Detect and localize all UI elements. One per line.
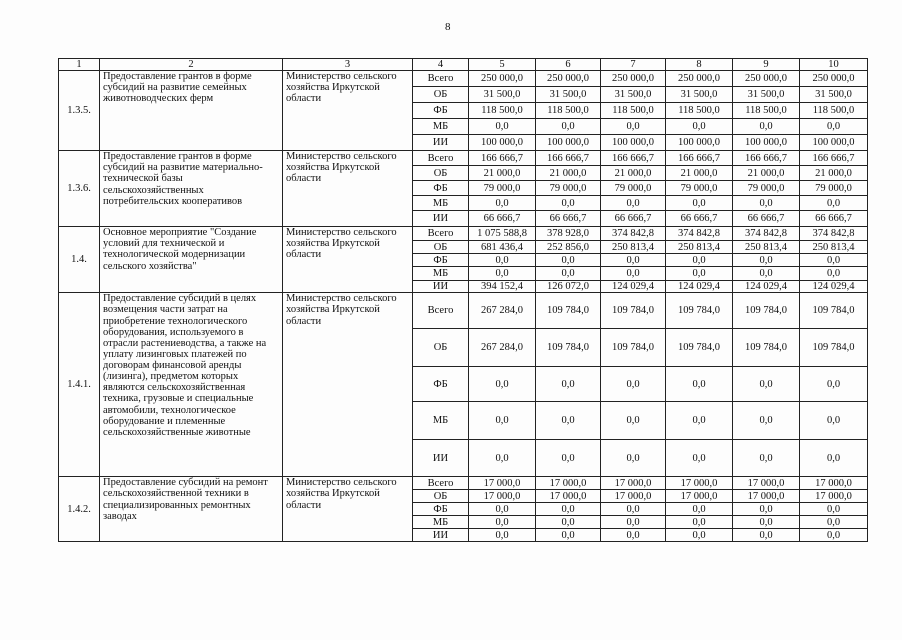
amount-cell: 0,0 [800, 367, 868, 402]
amount-cell: 100 000,0 [469, 135, 536, 151]
amount-cell: 0,0 [469, 254, 536, 267]
amount-cell: 0,0 [601, 367, 666, 402]
funding-source: ОБ [413, 87, 469, 103]
amount-cell: 0,0 [536, 367, 601, 402]
amount-cell: 109 784,0 [601, 329, 666, 367]
amount-cell: 0,0 [666, 196, 733, 211]
amount-cell: 681 436,4 [469, 241, 536, 254]
amount-cell: 250 813,4 [733, 241, 800, 254]
amount-cell: 250 000,0 [601, 71, 666, 87]
page-number: 8 [445, 21, 451, 33]
table-body [59, 59, 868, 542]
amount-cell: 250 000,0 [469, 71, 536, 87]
amount-cell: 17 000,0 [733, 490, 800, 503]
funding-source: Всего [413, 477, 469, 490]
amount-cell: 0,0 [666, 529, 733, 542]
column-header: 10 [800, 59, 868, 71]
amount-cell: 21 000,0 [666, 166, 733, 181]
amount-cell: 250 000,0 [536, 71, 601, 87]
column-header: 3 [283, 59, 413, 71]
column-header: 9 [733, 59, 800, 71]
amount-cell: 79 000,0 [536, 181, 601, 196]
amount-cell: 0,0 [469, 529, 536, 542]
amount-cell: 124 029,4 [601, 281, 666, 293]
funding-source: ОБ [413, 490, 469, 503]
column-header: 8 [666, 59, 733, 71]
amount-cell: 166 666,7 [469, 151, 536, 166]
funding-source: МБ [413, 402, 469, 440]
amount-cell: 0,0 [536, 267, 601, 281]
amount-cell: 166 666,7 [733, 151, 800, 166]
amount-cell: 0,0 [536, 254, 601, 267]
amount-cell: 250 813,4 [666, 241, 733, 254]
amount-cell: 250 000,0 [733, 71, 800, 87]
amount-cell: 0,0 [601, 119, 666, 135]
amount-cell: 100 000,0 [601, 135, 666, 151]
amount-cell: 0,0 [536, 119, 601, 135]
amount-cell: 17 000,0 [666, 490, 733, 503]
amount-cell: 267 284,0 [469, 293, 536, 329]
amount-cell: 0,0 [800, 516, 868, 529]
amount-cell: 0,0 [800, 119, 868, 135]
funding-source: Всего [413, 293, 469, 329]
funding-source: ФБ [413, 103, 469, 119]
amount-cell: 118 500,0 [733, 103, 800, 119]
amount-cell: 166 666,7 [800, 151, 868, 166]
amount-cell: 79 000,0 [733, 181, 800, 196]
amount-cell: 126 072,0 [536, 281, 601, 293]
amount-cell: 109 784,0 [666, 293, 733, 329]
amount-cell: 374 842,8 [800, 227, 868, 241]
amount-cell: 17 000,0 [666, 477, 733, 490]
budget-table [58, 58, 868, 542]
amount-cell: 0,0 [800, 503, 868, 516]
funding-source: МБ [413, 516, 469, 529]
amount-cell: 166 666,7 [536, 151, 601, 166]
funding-source: ИИ [413, 440, 469, 477]
amount-cell: 0,0 [666, 402, 733, 440]
funding-source: ФБ [413, 181, 469, 196]
amount-cell: 17 000,0 [536, 490, 601, 503]
amount-cell: 17 000,0 [469, 490, 536, 503]
amount-cell: 0,0 [733, 503, 800, 516]
amount-cell: 17 000,0 [733, 477, 800, 490]
measure-name: Предоставление грантов в форме субсидий на развитие материально-технической базы сельскохозяйственных потребительских кооперативов [100, 151, 283, 227]
amount-cell: 124 029,4 [733, 281, 800, 293]
amount-cell: 17 000,0 [800, 477, 868, 490]
amount-cell: 31 500,0 [800, 87, 868, 103]
table-row [59, 151, 868, 166]
amount-cell: 17 000,0 [469, 477, 536, 490]
amount-cell: 17 000,0 [601, 477, 666, 490]
funding-source: Всего [413, 227, 469, 241]
amount-cell: 0,0 [733, 440, 800, 477]
amount-cell: 109 784,0 [800, 293, 868, 329]
amount-cell: 0,0 [536, 440, 601, 477]
amount-cell: 0,0 [800, 254, 868, 267]
amount-cell: 378 928,0 [536, 227, 601, 241]
amount-cell: 166 666,7 [666, 151, 733, 166]
column-header: 5 [469, 59, 536, 71]
amount-cell: 118 500,0 [469, 103, 536, 119]
amount-cell: 118 500,0 [536, 103, 601, 119]
amount-cell: 17 000,0 [800, 490, 868, 503]
amount-cell: 1 075 588,8 [469, 227, 536, 241]
amount-cell: 31 500,0 [536, 87, 601, 103]
amount-cell: 66 666,7 [469, 211, 536, 227]
amount-cell: 21 000,0 [601, 166, 666, 181]
amount-cell: 0,0 [666, 440, 733, 477]
amount-cell: 31 500,0 [601, 87, 666, 103]
amount-cell: 109 784,0 [733, 329, 800, 367]
amount-cell: 79 000,0 [469, 181, 536, 196]
funding-source: ФБ [413, 254, 469, 267]
measure-name: Предоставление грантов в форме субсидий на развитие семейных животноводческих ферм [100, 71, 283, 151]
amount-cell: 0,0 [800, 196, 868, 211]
amount-cell: 0,0 [733, 529, 800, 542]
amount-cell: 0,0 [536, 503, 601, 516]
amount-cell: 109 784,0 [601, 293, 666, 329]
row-number: 1.3.6. [59, 151, 100, 227]
executor-name: Министерство сельского хозяйства Иркутской области [283, 293, 413, 477]
column-header-row [59, 59, 868, 71]
amount-cell: 0,0 [601, 196, 666, 211]
amount-cell: 0,0 [601, 402, 666, 440]
column-header: 7 [601, 59, 666, 71]
amount-cell: 0,0 [536, 516, 601, 529]
amount-cell: 0,0 [666, 516, 733, 529]
amount-cell: 250 813,4 [601, 241, 666, 254]
amount-cell: 0,0 [666, 503, 733, 516]
amount-cell: 21 000,0 [536, 166, 601, 181]
amount-cell: 0,0 [601, 529, 666, 542]
amount-cell: 31 500,0 [733, 87, 800, 103]
amount-cell: 0,0 [469, 440, 536, 477]
table-row [59, 477, 868, 490]
amount-cell: 79 000,0 [666, 181, 733, 196]
amount-cell: 100 000,0 [536, 135, 601, 151]
measure-name: Предоставление субсидий в целях возмещения части затрат на приобретение технологического оборудования, используемого в отрасли растениеводства, а также на уплату лизинговых платежей по договорам финансовой аренды (лизинга), предметом которых являются сельскохозяйственная техника, грузовые и специальные автомобили, технологическое оборудование и племенные сельскохозяйственные животные [100, 293, 283, 477]
amount-cell: 267 284,0 [469, 329, 536, 367]
amount-cell: 0,0 [601, 440, 666, 477]
funding-source: ФБ [413, 367, 469, 402]
amount-cell: 252 856,0 [536, 241, 601, 254]
row-number: 1.4.1. [59, 293, 100, 477]
amount-cell: 66 666,7 [666, 211, 733, 227]
amount-cell: 374 842,8 [733, 227, 800, 241]
funding-source: МБ [413, 196, 469, 211]
amount-cell: 0,0 [666, 367, 733, 402]
amount-cell: 250 000,0 [800, 71, 868, 87]
amount-cell: 0,0 [666, 254, 733, 267]
amount-cell: 66 666,7 [800, 211, 868, 227]
amount-cell: 0,0 [733, 254, 800, 267]
amount-cell: 109 784,0 [733, 293, 800, 329]
amount-cell: 250 000,0 [666, 71, 733, 87]
measure-name: Основное мероприятие "Создание условий для технической и технологической модернизации сельского хозяйства" [100, 227, 283, 293]
funding-source: ИИ [413, 281, 469, 293]
amount-cell: 17 000,0 [536, 477, 601, 490]
amount-cell: 0,0 [601, 254, 666, 267]
amount-cell: 31 500,0 [469, 87, 536, 103]
amount-cell: 0,0 [536, 402, 601, 440]
amount-cell: 166 666,7 [601, 151, 666, 166]
amount-cell: 0,0 [666, 267, 733, 281]
amount-cell: 0,0 [733, 196, 800, 211]
amount-cell: 79 000,0 [601, 181, 666, 196]
funding-source: Всего [413, 151, 469, 166]
amount-cell: 79 000,0 [800, 181, 868, 196]
row-number: 1.4. [59, 227, 100, 293]
table-row [59, 227, 868, 241]
column-header: 6 [536, 59, 601, 71]
amount-cell: 100 000,0 [666, 135, 733, 151]
amount-cell: 0,0 [800, 529, 868, 542]
amount-cell: 21 000,0 [469, 166, 536, 181]
amount-cell: 0,0 [800, 267, 868, 281]
amount-cell: 118 500,0 [800, 103, 868, 119]
amount-cell: 118 500,0 [601, 103, 666, 119]
amount-cell: 0,0 [469, 503, 536, 516]
amount-cell: 109 784,0 [666, 329, 733, 367]
amount-cell: 0,0 [469, 367, 536, 402]
executor-name: Министерство сельского хозяйства Иркутской области [283, 151, 413, 227]
funding-source: МБ [413, 119, 469, 135]
funding-source: ОБ [413, 329, 469, 367]
amount-cell: 0,0 [469, 402, 536, 440]
amount-cell: 31 500,0 [666, 87, 733, 103]
funding-source: ОБ [413, 166, 469, 181]
funding-source: ИИ [413, 135, 469, 151]
amount-cell: 0,0 [733, 267, 800, 281]
amount-cell: 0,0 [733, 402, 800, 440]
amount-cell: 0,0 [536, 196, 601, 211]
amount-cell: 21 000,0 [733, 166, 800, 181]
amount-cell: 0,0 [733, 119, 800, 135]
amount-cell: 0,0 [469, 196, 536, 211]
amount-cell: 0,0 [733, 367, 800, 402]
amount-cell: 0,0 [601, 503, 666, 516]
amount-cell: 0,0 [800, 402, 868, 440]
funding-source: ИИ [413, 529, 469, 542]
amount-cell: 100 000,0 [800, 135, 868, 151]
amount-cell: 109 784,0 [536, 329, 601, 367]
amount-cell: 17 000,0 [601, 490, 666, 503]
measure-name: Предоставление субсидий на ремонт сельскохозяйственной техники в специализированных ремонтных заводах [100, 477, 283, 542]
amount-cell: 250 813,4 [800, 241, 868, 254]
amount-cell: 0,0 [469, 516, 536, 529]
funding-source: МБ [413, 267, 469, 281]
row-number: 1.3.5. [59, 71, 100, 151]
row-number: 1.4.2. [59, 477, 100, 542]
amount-cell: 0,0 [469, 119, 536, 135]
column-header: 4 [413, 59, 469, 71]
amount-cell: 109 784,0 [800, 329, 868, 367]
amount-cell: 109 784,0 [536, 293, 601, 329]
table-row [59, 293, 868, 329]
amount-cell: 118 500,0 [666, 103, 733, 119]
amount-cell: 124 029,4 [800, 281, 868, 293]
funding-source: ОБ [413, 241, 469, 254]
funding-source: Всего [413, 71, 469, 87]
amount-cell: 0,0 [800, 440, 868, 477]
funding-source: ФБ [413, 503, 469, 516]
amount-cell: 0,0 [601, 267, 666, 281]
amount-cell: 0,0 [601, 516, 666, 529]
amount-cell: 66 666,7 [733, 211, 800, 227]
funding-source: ИИ [413, 211, 469, 227]
amount-cell: 0,0 [733, 516, 800, 529]
amount-cell: 0,0 [666, 119, 733, 135]
amount-cell: 124 029,4 [666, 281, 733, 293]
executor-name: Министерство сельского хозяйства Иркутской области [283, 227, 413, 293]
amount-cell: 394 152,4 [469, 281, 536, 293]
amount-cell: 374 842,8 [666, 227, 733, 241]
column-header: 2 [100, 59, 283, 71]
amount-cell: 0,0 [536, 529, 601, 542]
amount-cell: 66 666,7 [536, 211, 601, 227]
amount-cell: 21 000,0 [800, 166, 868, 181]
amount-cell: 374 842,8 [601, 227, 666, 241]
executor-name: Министерство сельского хозяйства Иркутской области [283, 71, 413, 151]
executor-name: Министерство сельского хозяйства Иркутской области [283, 477, 413, 542]
amount-cell: 0,0 [469, 267, 536, 281]
column-header: 1 [59, 59, 100, 71]
amount-cell: 66 666,7 [601, 211, 666, 227]
table-row [59, 71, 868, 87]
amount-cell: 100 000,0 [733, 135, 800, 151]
